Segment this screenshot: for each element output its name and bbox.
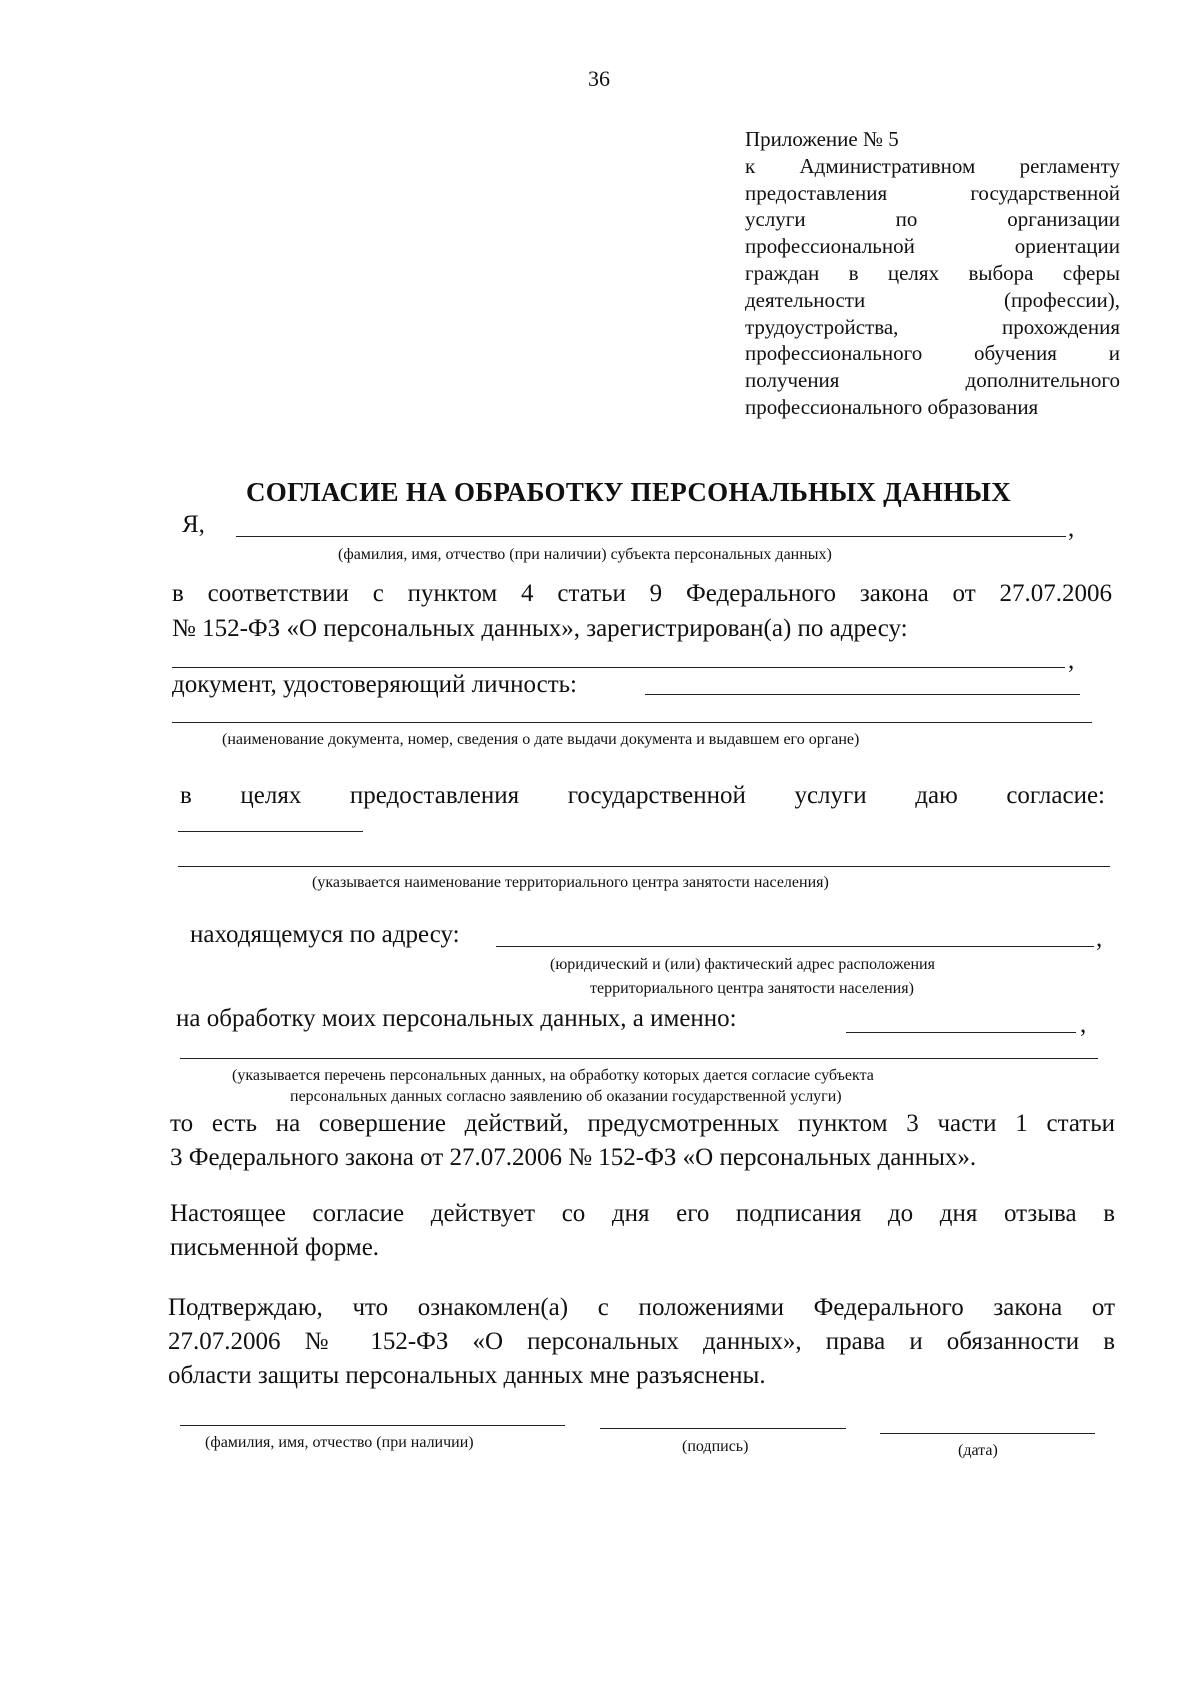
appendix-line: получения дополнительного [745,368,1120,393]
caption-signature: (подпись) [682,1438,749,1455]
fio-input-line[interactable] [236,536,1066,537]
appendix-line: граждан в целях выбора сферы [745,260,1120,285]
caption-id-document: (наименование документа, номер, сведения о дате выдачи документа и выдавшем его органе) [222,731,860,748]
para-confirm-line1: Подтверждаю, что ознакомлен(а) с положениями Федерального закона от [168,1294,1115,1321]
center-address-input-line[interactable] [496,946,1094,947]
processing-label: на обработку моих персональных данных, а именно: [176,1005,737,1032]
purpose-line: в целях предоставления государственной услуги даю согласие: [180,782,1105,809]
signature-fio-line[interactable] [180,1425,565,1426]
appendix-line: трудоустройства, прохождения [745,314,1120,339]
para-legal-basis-line1: в соответствии с пунктом 4 статьи 9 Федерального закона от 27.07.2006 [172,580,1112,607]
para-confirm-line3: области защиты персональных данных мне разъяснены. [168,1362,766,1389]
data-list-input-line[interactable] [846,1032,1076,1033]
comma: , [1080,1011,1087,1038]
signature-line[interactable] [600,1428,846,1429]
id-document-input-line[interactable] [645,694,1080,695]
appendix-line: профессионального образования [745,394,1039,419]
ya-label: Я, [182,511,205,538]
appendix-title: Приложение № 5 [745,127,899,151]
comma: , [1096,925,1103,952]
caption-center-name: (указывается наименование территориального центра занятости населения) [312,874,829,891]
page-number: 36 [588,66,610,91]
data-list-input-line-2[interactable] [180,1058,1098,1059]
para-validity-line1: Настоящее согласие действует со дня его подписания до дня отзыва в [170,1200,1115,1227]
caption-data-list-2: персональных данных согласно заявлению об оказании государственной услуги) [290,1088,842,1105]
caption-center-address-1: (юридический и (или) фактический адрес расположения [550,956,935,973]
para-actions-line1: то есть на совершение действий, предусмотренных пунктом 3 части 1 статьи [170,1110,1115,1137]
para-legal-basis-line2: № 152-ФЗ «О персональных данных», зарегистрирован(а) по адресу: [172,615,908,642]
caption-center-address-2: территориального центра занятости населения) [590,980,914,997]
caption-signature-fio: (фамилия, имя, отчество (при наличии) [205,1434,474,1451]
signature-date-line[interactable] [880,1433,1095,1434]
para-validity-line2: письменной форме. [170,1234,380,1261]
caption-fio: (фамилия, имя, отчество (при наличии) субъекта персональных данных) [338,546,832,563]
id-document-input-line-2[interactable] [172,722,1092,723]
appendix-block [745,126,1120,421]
caption-signature-date: (дата) [958,1442,998,1459]
para-actions-line2: 3 Федерального закона от 27.07.2006 № 152-ФЗ «О персональных данных». [170,1144,977,1171]
appendix-line: профессионального обучения и [745,341,1120,366]
para-confirm-line2: 27.07.2006 № 152-ФЗ «О персональных данных», права и обязанности в [168,1328,1115,1355]
document-heading: СОГЛАСИЕ НА ОБРАБОТКУ ПЕРСОНАЛЬНЫХ ДАННЫХ [246,477,1012,507]
comma: , [1068,647,1075,674]
appendix-line: деятельности (профессии), [745,287,1120,312]
consent-recipient-input-line[interactable] [178,831,363,832]
center-address-label: находящемуся по адресу: [190,921,460,948]
appendix-line: предоставления государственной [745,180,1120,205]
caption-data-list-1: (указывается перечень персональных данных, на обработку которых дается согласие субъекта [232,1067,874,1084]
comma: , [1068,515,1075,542]
id-document-label: документ, удостоверяющий личность: [172,671,577,698]
center-name-input-line[interactable] [178,866,1110,867]
appendix-line: профессиональной ориентации [745,234,1120,259]
appendix-line: услуги по организации [745,207,1120,232]
appendix-line: к Административном регламенту [745,153,1120,178]
